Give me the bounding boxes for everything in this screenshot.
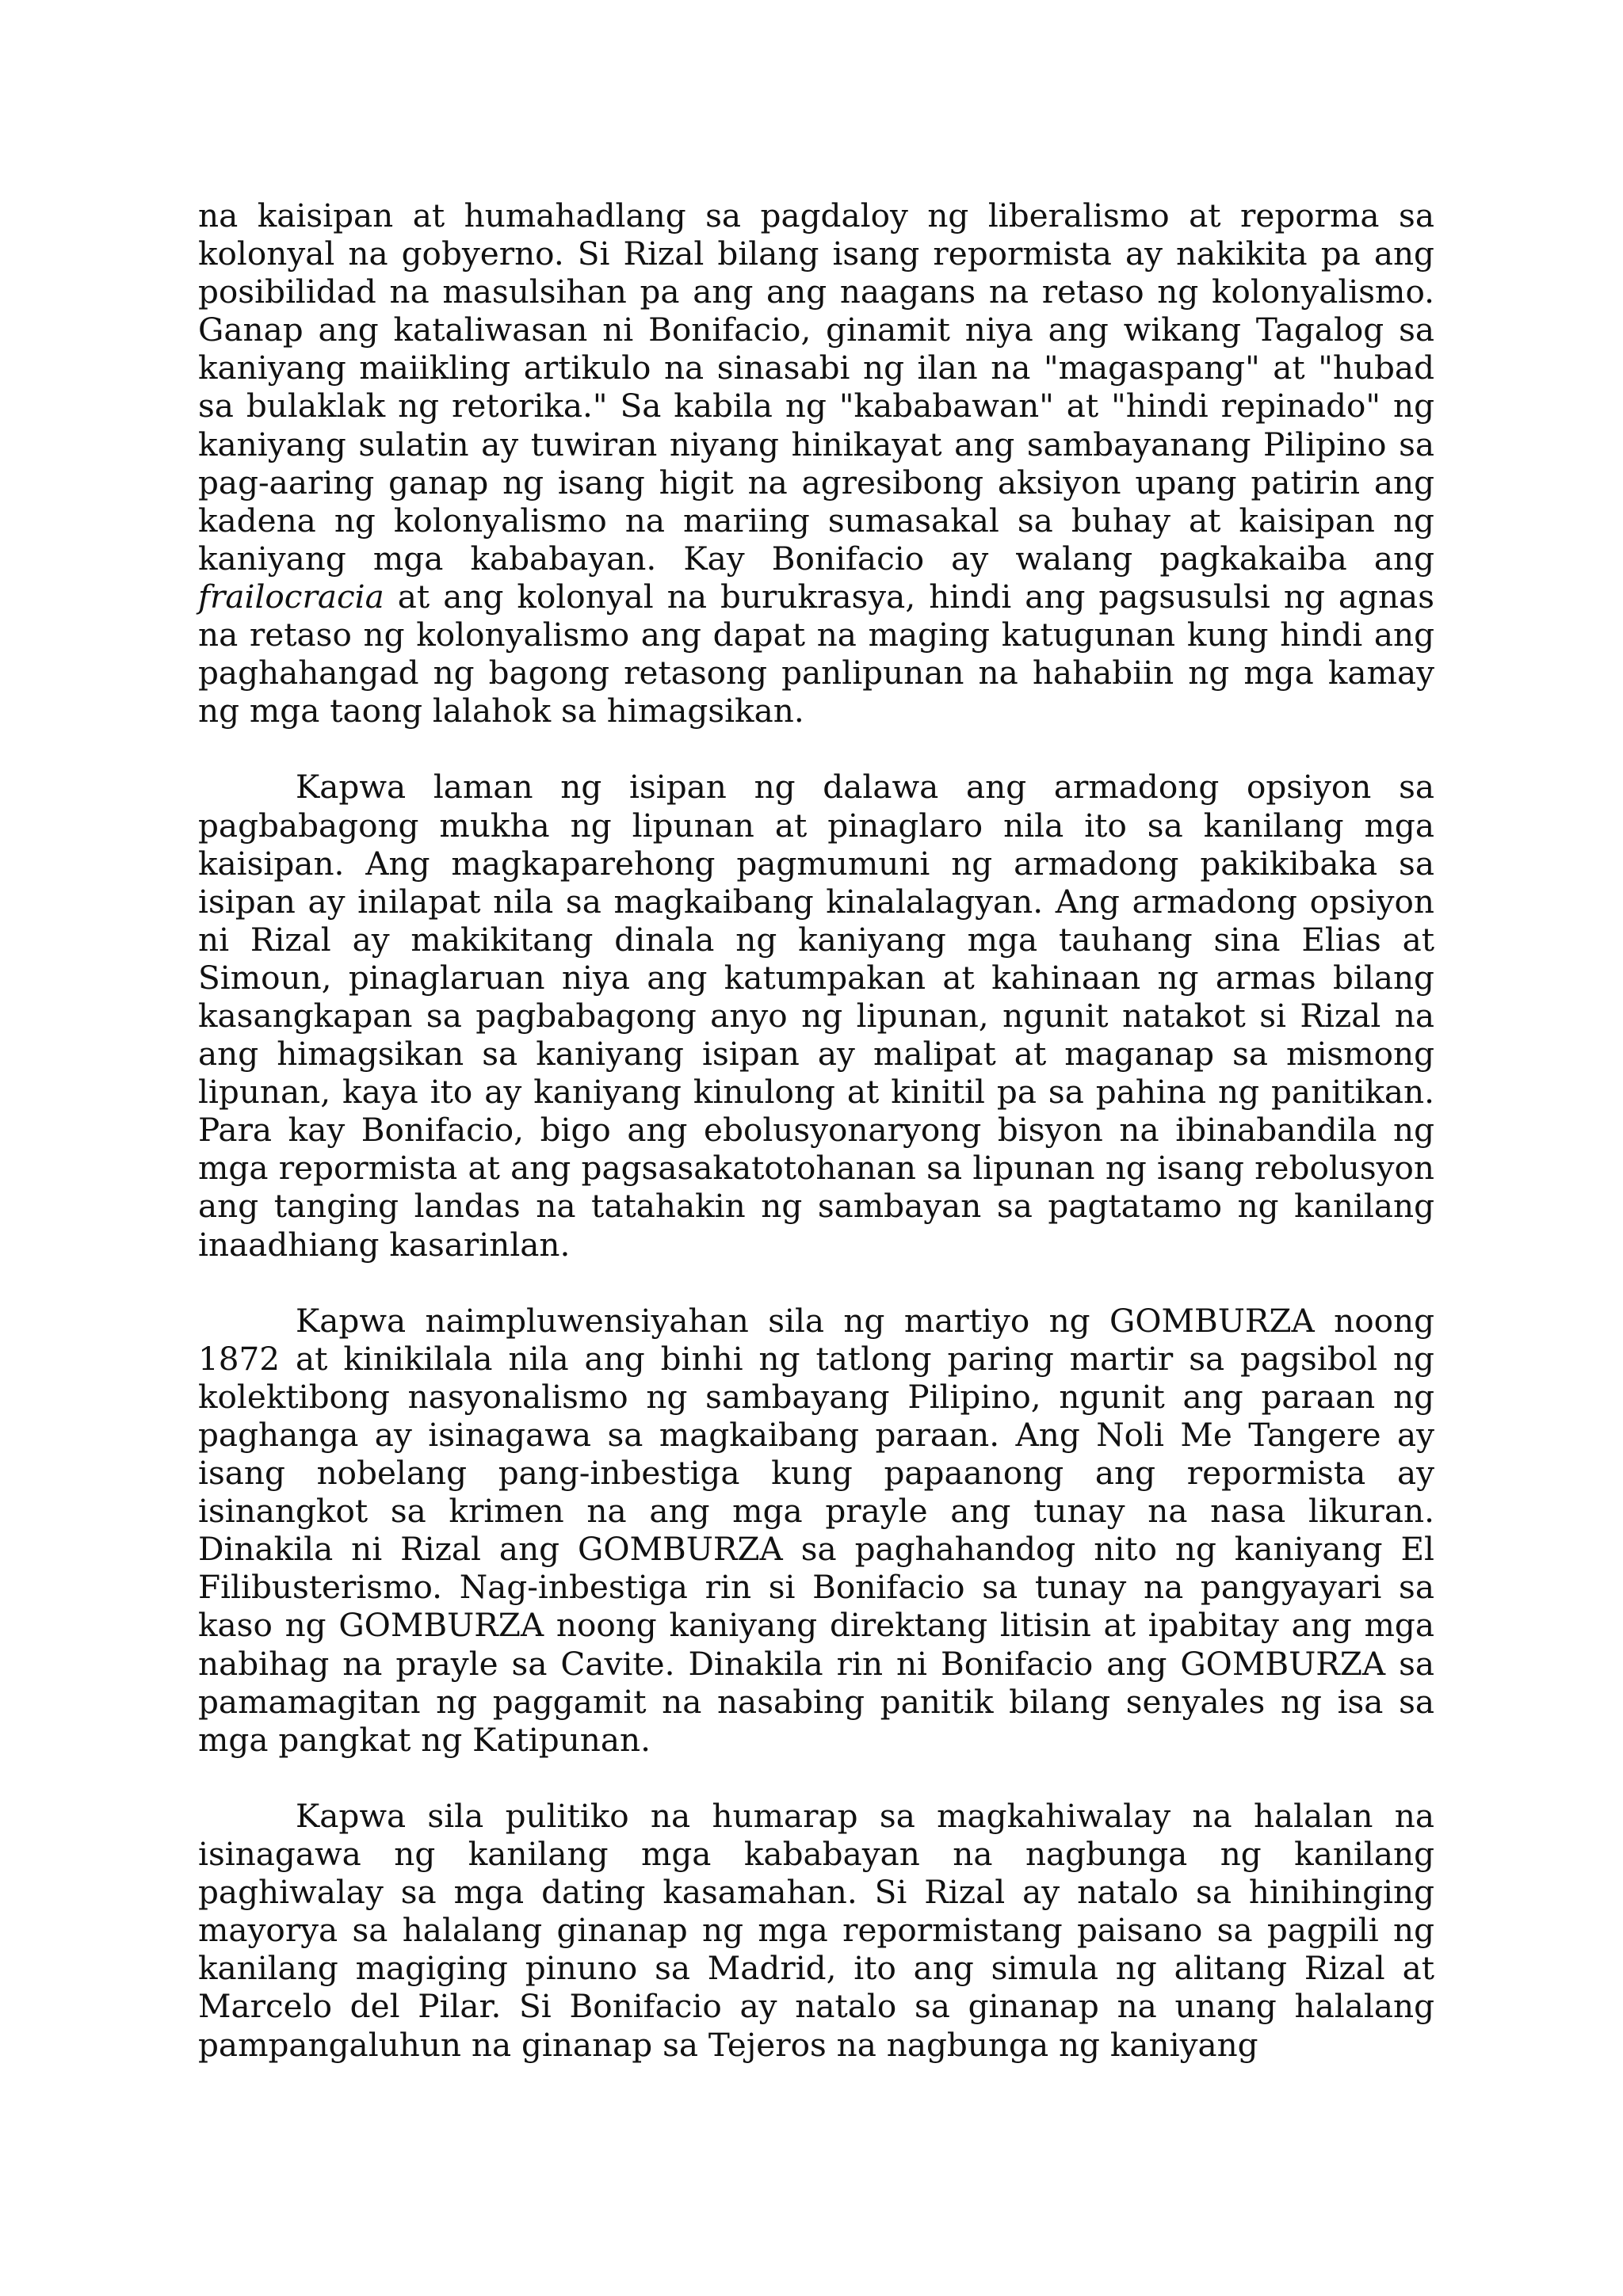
paragraph-1-text-b: at ang kolonyal na burukrasya, hindi ang pagsusulsi ng agnas na retaso ng kolonyalismo ang dapat na maging katugunan kung hindi ang paghahangad ng bagong retasong panlipunan na hahabiin ng mga kamay ng mga taong lalahok sa himagsikan. xyxy=(198,577,1434,730)
paragraph-2: Kapwa laman ng isipan ng dalawa ang armadong opsiyon sa pagbabagong mukha ng lipunan at pinaglaro nila ito sa kanilang mga kaisipan. Ang magkaparehong pagmumuni ng armadong pakikibaka sa isipan ay inilapat nila sa magkaibang kinalalagyan. Ang armadong opsiyon ni Rizal ay makikitang dinala ng kaniyang mga tauhang sina Elias at Simoun, pinaglaruan niya ang katumpakan at kahinaan ng armas bilang kasangkapan sa pagbabagong anyo ng lipunan, ngunit natakot si Rizal na ang himagsikan sa kaniyang isipan ay malipat at maganap sa mismong lipunan, kaya ito ay kaniyang kinulong at kinitil pa sa pahina ng panitikan. Para kay Bonifacio, bigo ang ebolusyonaryong bisyon na ibinabandila ng mga repormista at ang pagsasakatotohanan sa lipunan ng isang rebolusyon ang tanging landas na tatahakin ng sambayan sa pagtatamo ng kanilang inaadhiang kasarinlan. xyxy=(198,768,1434,1264)
paragraph-1-italic-term: frailocracia xyxy=(198,577,384,616)
paragraph-4: Kapwa sila pulitiko na humarap sa magkahiwalay na halalan na isinagawa ng kanilang mga kababayan na nagbunga ng kanilang paghiwalay sa mga dating kasamahan. Si Rizal ay natalo sa hinihinging mayorya sa halalang ginanap ng mga repormistang paisano sa pagpili ng kanilang magiging pinuno sa Madrid, ito ang simula ng alitang Rizal at Marcelo del Pilar. Si Bonifacio ay natalo sa ginanap na unang halalang pampangaluhun na ginanap sa Tejeros na nagbunga ng kaniyang xyxy=(198,1796,1434,2064)
paragraph-3: Kapwa naimpluwensiyahan sila ng martiyo ng GOMBURZA noong 1872 at kinikilala nila ang binhi ng tatlong paring martir sa pagsibol ng kolektibong nasyonalismo ng sambayang Pilipino, ngunit ang paraan ng paghanga ay isinagawa sa magkaibang paraan. Ang Noli Me Tangere ay isang nobelang pang-inbestiga kung papaanong ang repormista ay isinangkot sa krimen na ang mga prayle ang tunay na nasa likuran. Dinakila ni Rizal ang GOMBURZA sa paghahandog nito ng kaniyang El Filibusterismo. Nag-inbestiga rin si Bonifacio sa tunay na pangyayari sa kaso ng GOMBURZA noong kaniyang direktang litisin at ipabitay ang mga nabihag na prayle sa Cavite. Dinakila rin ni Bonifacio ang GOMBURZA sa pamamagitan ng paggamit na nasabing panitik bilang senyales ng isa sa mga pangkat ng Katipunan. xyxy=(198,1301,1434,1759)
document-page xyxy=(198,196,1434,2064)
paragraph-1-text-a: na kaisipan at humahadlang sa pagdaloy ng liberalismo at reporma sa kolonyal na gobyerno. Si Rizal bilang isang repormista ay nakikita pa ang posibilidad na masulsihan pa ang ang naagans na retaso ng kolonyalismo. Ganap ang kataliwasan ni Bonifacio, ginamit niya ang wikang Tagalog sa kaniyang maiikling artikulo na sinasabi ng ilan na "magaspang" at "hubad sa bulaklak ng retorika." Sa kabila ng "kababawan" at "hindi repinado" ng kaniyang sulatin ay tuwiran niyang hinikayat ang sambayanang Pilipino sa pag-aaring ganap ng isang higit na agresibong aksiyon upang patirin ang kadena ng kolonyalismo na mariing sumasakal sa buhay at kaisipan ng kaniyang mga kababayan. Kay Bonifacio ay walang pagkakaiba ang xyxy=(198,196,1434,578)
paragraph-1 xyxy=(198,196,1434,730)
